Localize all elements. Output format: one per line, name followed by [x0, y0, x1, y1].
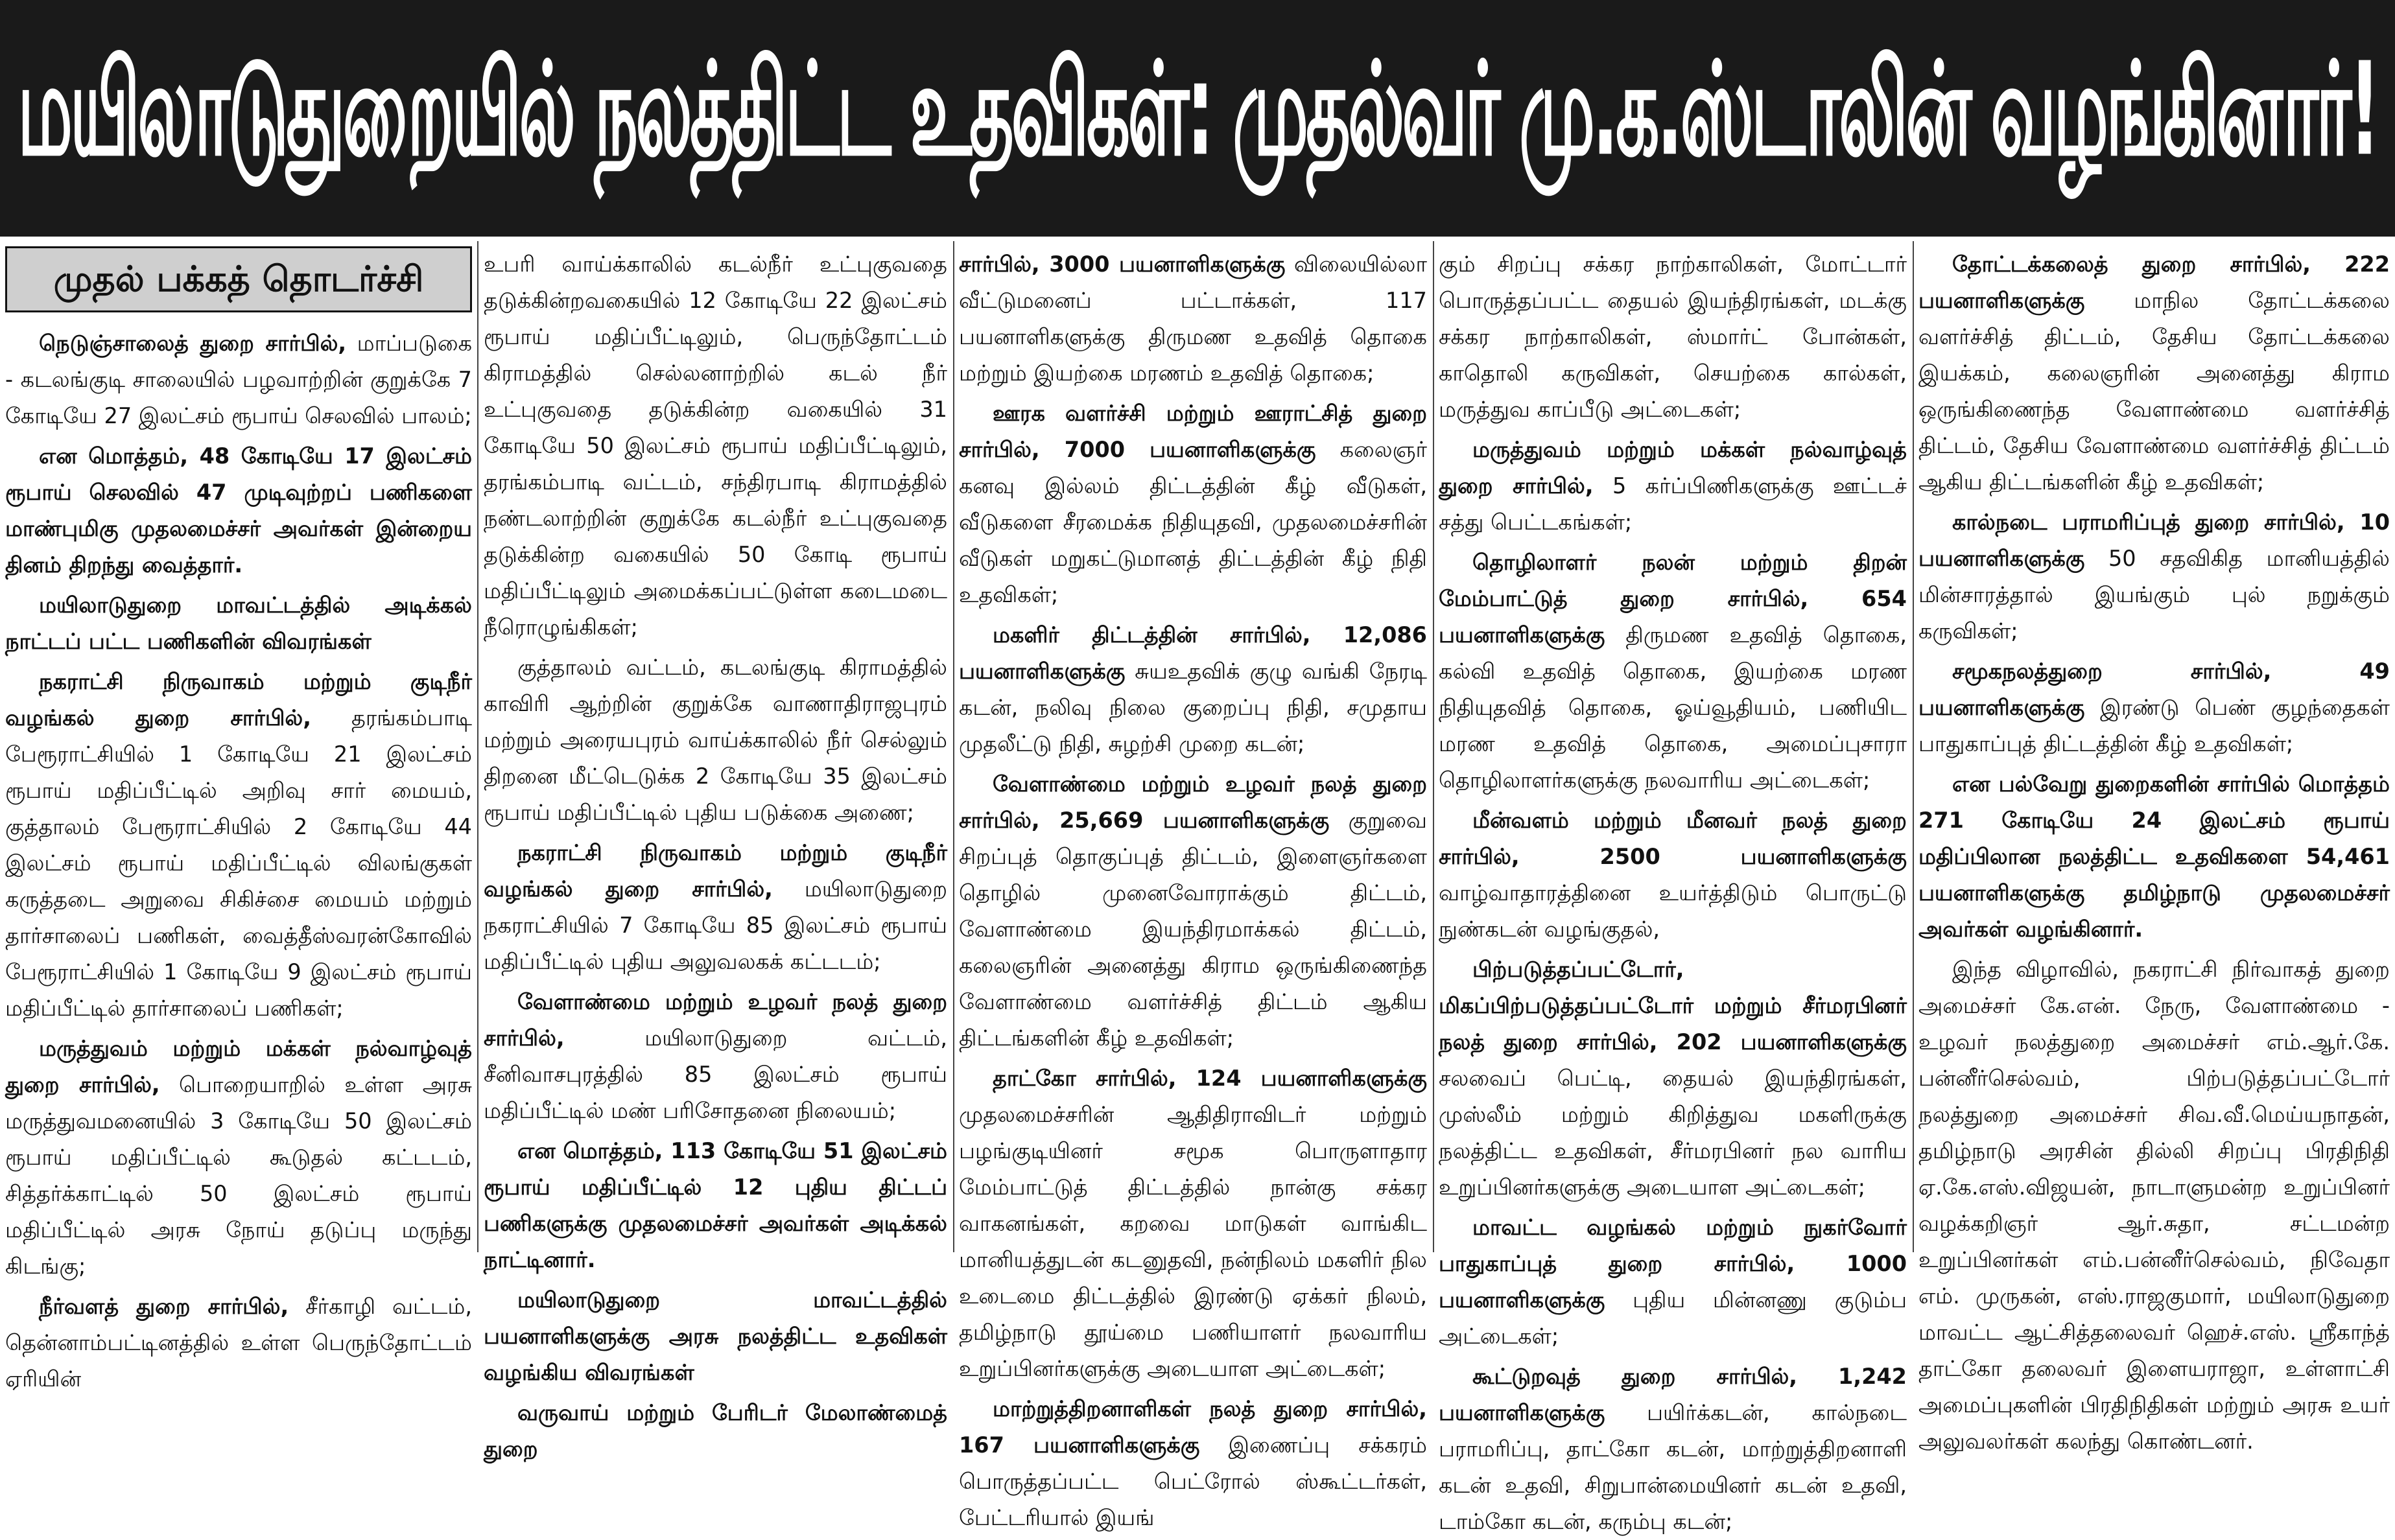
article-column-3: [959, 246, 1428, 1530]
bold-lead: மருத்துவம் மற்றும் மக்கள் நல்வாழ்வுத் துறை சார்பில்,: [1439, 437, 1907, 498]
article-paragraph: [5, 325, 472, 434]
bold-lead: மாற்றுத்திறனாளிகள் நலத் துறை சார்பில், 167 பயனாளிகளுக்கு: [959, 1396, 1427, 1458]
article-paragraph: [1439, 802, 1907, 948]
article-paragraph: [1918, 951, 2390, 1460]
paragraph-text: மயிலாடுதுறை வட்டம், சீனிவாசபுரத்தில் 85 இலட்சம் ரூபாய் மதிப்பீட்டில் மண் பரிசோதனை நிலையம்;: [484, 1025, 947, 1123]
article-paragraph: [484, 1133, 947, 1278]
article-paragraph: [1918, 504, 2390, 649]
article-paragraph: [1918, 246, 2390, 500]
article-paragraph: [959, 395, 1427, 613]
article-paragraph: [1439, 246, 1907, 428]
article-paragraph: [959, 1391, 1427, 1536]
article-paragraph: [1439, 951, 1907, 1206]
article-paragraph: [484, 246, 947, 646]
bold-lead: கூட்டுறவுத் துறை சார்பில், 1,242 பயனாளிகளுக்கு: [1439, 1364, 1907, 1425]
headline-banner: [0, 0, 2395, 237]
paragraph-text: மயிலாடுதுறை நகராட்சியில் 7 கோடியே 85 இலட்சம் ரூபாய் மதிப்பீட்டில் புதிய அலுவலகக் கட்டடம்;: [484, 876, 947, 974]
paragraph-text: 50 சதவிகித மானியத்தில் மின்சாரத்தால் இயங்கும் புல் நறுக்கும் கருவிகள்;: [1918, 546, 2390, 644]
article-paragraph: [1439, 1359, 1907, 1540]
article-column-2: [484, 246, 947, 1462]
paragraph-text: சலவைப் பெட்டி, தையல் இயந்திரங்கள், முஸ்லீம் மற்றும் கிறித்துவ மகளிருக்கு நலத்திட்ட உதவிகள், சீர்மரபினர் நல வாரிய உறுப்பினர்களுக்கு அடையாள அட்டைகள்;: [1439, 1066, 1907, 1200]
bold-lead: மருத்துவம் மற்றும் மக்கள் நல்வாழ்வுத் துறை சார்பில்,: [5, 1036, 472, 1097]
article-column-1: [5, 246, 473, 1392]
bold-lead: மயிலாடுதுறை மாவட்டத்தில் பயனாளிகளுக்கு அரசு நலத்திட்ட உதவிகள் வழங்கிய விவரங்கள்: [484, 1287, 947, 1385]
article-paragraph: [1439, 544, 1907, 799]
bold-lead: வேளாண்மை மற்றும் உழவர் நலத் துறை சார்பில்,: [484, 989, 947, 1051]
paragraph-text: இரண்டு பெண் குழந்தைகள் பாதுகாப்புத் திட்டத்தின் கீழ் உதவிகள்;: [1918, 695, 2390, 756]
bold-lead: நீர்வளத் துறை சார்பில்,: [39, 1294, 289, 1319]
column-divider: [477, 241, 478, 1252]
paragraph-text: இந்த விழாவில், நகராட்சி நிர்வாகத் துறை அமைச்சர் கே.என். நேரு, வேளாண்மை - உழவர் நலத்துறை அமைச்சர் எம்.ஆர்.கே. பன்னீர்செல்வம், பிற்படுத்தப்பட்டோர் நலத்துறை அமைச்சர் சிவ.வீ.மெய்யநாதன், தமிழ்நாடு அரசின் தில்லி சிறப்பு பிரதிநிதி ஏ.கே.எஸ்.விஜயன், நாடாளுமன்ற உறுப்பினர் வழக்கறிஞர் ஆர்.சுதா, சட்டமன்ற உறுப்பினர்கள் எம்.பன்னீர்செல்வம், நிவேதா எம். முருகன், எஸ்.ராஜகுமார், மயிலாடுதுறை மாவட்ட ஆட்சித்தலைவர் ஹெச்.எஸ். ஸ்ரீகாந்த் தாட்கோ தலைவர் இளையராஜா, உள்ளாட்சி அமைப்புகளின் பிரதிநிதிகள் மற்றும் அரசு உயர் அலுவலர்கள் கலந்து கொண்டனர்.: [1918, 957, 2390, 1454]
column-divider: [1433, 241, 1434, 1252]
paragraph-text: வாழ்வாதாரத்தினை உயர்த்திடும் பொருட்டு நுண்கடன் வழங்குதல்,: [1439, 880, 1907, 942]
article-paragraph: [5, 664, 472, 1027]
bold-lead: பிற்படுத்தப்பட்டோர், மிகப்பிற்படுத்தப்பட்டோர் மற்றும் சீர்மரபினர் நலத் துறை சார்பில், 202 பயனாளிகளுக்கு: [1439, 957, 1907, 1055]
paragraph-text: பயிர்க்கடன், கால்நடை பராமரிப்பு, தாட்கோ கடன், மாற்றுத்திறனாளி கடன் உதவி, சிறுபான்மையினர் கடன் உதவி, டாம்கோ கடன், கரும்பு கடன்;: [1439, 1400, 1907, 1534]
article-paragraph: [484, 649, 947, 831]
article-paragraph: [1918, 653, 2390, 762]
paragraph-text: கலைஞர் கனவு இல்லம் திட்டத்தின் கீழ் வீடுகள், வீடுகளை சீரமைக்க நிதியுதவி, முதலமைச்சரின் வீடுகள் மறுகட்டுமானத் திட்டத்தின் கீழ் நிதி உதவிகள்;: [959, 437, 1428, 607]
paragraph-text: பொறையாறில் உள்ள அரசு மருத்துவமனையில் 3 கோடியே 50 இலட்சம் ரூபாய் மதிப்பீட்டில் கூடுதல் கட்டடம், சித்தர்க்காட்டில் 50 இலட்சம் ரூபாய் மதிப்பீட்டில் அரசு நோய் தடுப்பு மருந்து கிடங்கு;: [5, 1072, 472, 1279]
headline: மயிலாடுதுறையில் நலத்திட்ட உதவிகள்: முதல்வர் மு.க.ஸ்டாலின் வழங்கினார்!: [17, 34, 2378, 185]
column-divider: [953, 241, 954, 1252]
article-paragraph: [484, 835, 947, 980]
paragraph-text: குத்தாலம் வட்டம், கடலங்குடி கிராமத்தில் காவிரி ஆற்றின் குறுக்கே வாணாதிராஜபுரம் மற்றும் அரையபுரம் வாய்க்காலில் நீர் செல்லும் திறனை மீட்டெடுக்க 2 கோடியே 35 இலட்சம் ரூபாய் மதிப்பீட்டில் புதிய படுக்கை அணை;: [484, 655, 947, 825]
bold-lead: ஊரக வளர்ச்சி மற்றும் ஊராட்சித் துறை சார்பில், 7000 பயனாளிகளுக்கு: [959, 401, 1427, 462]
article-paragraph: [484, 1282, 947, 1391]
column-divider: [1913, 241, 1914, 1252]
bold-lead: நகராட்சி நிருவாகம் மற்றும் குடிநீர் வழங்கல் துறை சார்பில்,: [484, 840, 947, 902]
paragraph-text: குறுவை சிறப்புத் தொகுப்புத் திட்டம், இளைஞர்களை தொழில் முனைவோராக்கும் திட்டம், வேளாண்மை இயந்திரமாக்கல் திட்டம், கலைஞரின் அனைத்து கிராம ஒருங்கிணைந்த வேளாண்மை வளர்ச்சித் திட்டம் ஆகிய திட்டங்களின் கீழ் உதவிகள்;: [959, 808, 1427, 1051]
article-paragraph: [484, 984, 947, 1129]
article-column-5: [1918, 246, 2390, 1454]
bold-lead: நகராட்சி நிருவாகம் மற்றும் குடிநீர் வழங்கல் துறை சார்பில்,: [5, 669, 472, 730]
paragraph-text: தரங்கம்பாடி பேரூராட்சியில் 1 கோடியே 21 இலட்சம் ரூபாய் மதிப்பீட்டில் அறிவு சார் மையம், குத்தாலம் பேரூராட்சியில் 2 கோடியே 44 இலட்சம் ரூபாய் மதிப்பீட்டில் விலங்குகள் கருத்தடை அறுவை சிகிச்சை மையம் மற்றும் தார்சாலைப் பணிகள், வைத்தீஸ்வரன்கோவில் பேரூராட்சியில் 1 கோடியே 9 இலட்சம் ரூபாய் மதிப்பீட்டில் தார்சாலைப் பணிகள்;: [5, 705, 472, 1021]
article-paragraph: [959, 766, 1427, 1056]
bold-lead: கால்நடை பராமரிப்புத் துறை சார்பில், 10 பயனாளிகளுக்கு: [1918, 509, 2390, 571]
bold-lead: என மொத்தம், 48 கோடியே 17 இலட்சம் ரூபாய் செலவில் 47 முடிவுற்றப் பணிகளை மாண்புமிகு முதலமைச்சர் அவர்கள் இன்றைய தினம் திறந்து வைத்தார்.: [5, 443, 472, 578]
paragraph-text: திருமண உதவித் தொகை, கல்வி உதவித் தொகை, இயற்கை மரண நிதியுதவித் தொகை, ஓய்வூதியம், பணியிட மரண உதவித் தொகை, அமைப்புசாரா தொழிலாளர்களுக்கு நலவாரிய அட்டைகள்;: [1439, 622, 1907, 793]
continued-label: முதல் பக்கத் தொடர்ச்சி: [5, 246, 472, 312]
paragraph-text: மாநில தோட்டக்கலை வளர்ச்சித் திட்டம், தேசிய தோட்டக்கலை இயக்கம், கலைஞரின் அனைத்து கிராம ஒருங்கிணைந்த வேளாண்மை வளர்ச்சித் திட்டம், தேசிய வேளாண்மை வளர்ச்சித் திட்டம் ஆகிய திட்டங்களின் கீழ் உதவிகள்;: [1918, 288, 2390, 495]
bold-lead: மாவட்ட வழங்கல் மற்றும் நுகர்வோர் பாதுகாப்புத் துறை சார்பில், 1000 பயனாளிகளுக்கு: [1439, 1215, 1907, 1312]
paragraph-text: முதலமைச்சரின் ஆதிதிராவிடர் மற்றும் பழங்குடியினர் சமூக பொருளாதார மேம்பாட்டுத் திட்டத்தில் நான்கு சக்கர வாகனங்கள், கறவை மாடுகள் வாங்கிட மானியத்துடன் கடனுதவி, நன்நிலம் மகளிர் நில உடைமை திட்டத்தில் இரண்டு ஏக்கர் நிலம், தமிழ்நாடு தூய்மை பணியாளர் நலவாரிய உறுப்பினர்களுக்கு அடையாள அட்டைகள்;: [959, 1102, 1427, 1381]
bold-lead: வேளாண்மை மற்றும் உழவர் நலத் துறை சார்பில், 25,669 பயனாளிகளுக்கு: [959, 771, 1427, 833]
paragraph-text: சுயஉதவிக் குழு வங்கி நேரடி கடன், நலிவு நிலை குறைப்பு நிதி, சமுதாய முதலீட்டு நிதி, சுழற்சி முறை கடன்;: [959, 659, 1427, 756]
article-paragraph: [1918, 766, 2390, 948]
bold-lead: நெடுஞ்சாலைத் துறை சார்பில்,: [39, 331, 347, 356]
article-paragraph: [5, 587, 472, 660]
bold-lead: மீன்வளம் மற்றும் மீனவர் நலத் துறை சார்பில், 2500 பயனாளிகளுக்கு: [1439, 808, 1907, 869]
paragraph-text: உபரி வாய்க்காலில் கடல்நீர் உட்புகுவதை தடுக்கின்றவகையில் 12 கோடியே 22 இலட்சம் ரூபாய் மதிப்பீட்டிலும், பெருந்தோட்டம் கிராமத்தில் செல்லனாற்றில் கடல் நீர் உட்புகுவதை தடுக்கின்ற வகையில் 31 கோடியே 50 இலட்சம் ரூபாய் மதிப்பீட்டிலும், தரங்கம்பாடி வட்டம், சந்திரபாடி கிராமத்தில் நண்டலாற்றின் குறுக்கே கடல்நீர் உட்புகுவதை தடுக்கின்ற வகையில் 50 கோடி ரூபாய் மதிப்பீட்டிலும் அமைக்கப்பட்டுள்ள கடைமடை நீரொழுங்கிகள்;: [484, 251, 947, 640]
bold-lead: தோட்டக்கலைத் துறை சார்பில், 222 பயனாளிகளுக்கு: [1918, 251, 2390, 313]
article-paragraph: [484, 1395, 947, 1467]
bold-lead: தாட்கோ சார்பில், 124 பயனாளிகளுக்கு: [993, 1066, 1427, 1091]
paragraph-text: மாப்படுகை - கடலங்குடி சாலையில் பழவாற்றின் குறுக்கே 7 கோடியே 27 இலட்சம் ரூபாய் செலவில் பாலம்;: [5, 331, 473, 428]
bold-lead: தொழிலாளர் நலன் மற்றும் திறன் மேம்பாட்டுத் துறை சார்பில், 654 பயனாளிகளுக்கு: [1439, 550, 1907, 648]
article-paragraph: [959, 1060, 1427, 1387]
bold-lead: சமூகநலத்துறை சார்பில், 49 பயனாளிகளுக்கு: [1918, 659, 2390, 720]
bold-lead: சார்பில், 3000 பயனாளிகளுக்கு: [959, 251, 1286, 277]
bold-lead: என பல்வேறு துறைகளின் சார்பில் மொத்தம் 271 கோடியே 24 இலட்சம் ரூபாய் மதிப்பிலான நலத்திட்ட உதவிகளை 54,461 பயனாளிகளுக்கு தமிழ்நாடு முதலமைச்சர் அவர்கள் வழங்கினார்.: [1918, 771, 2390, 942]
article-paragraph: [959, 617, 1427, 762]
paragraph-text: கும் சிறப்பு சக்கர நாற்காலிகள், மோட்டார் பொருத்தப்பட்ட தையல் இயந்திரங்கள், மடக்கு சக்கர நாற்காலிகள், ஸ்மார்ட் போன்கள், காதொலி கருவிகள், செயற்கை கால்கள், மருத்துவ காப்பீடு அட்டைகள்;: [1439, 251, 1907, 422]
bold-lead: வருவாய் மற்றும் பேரிடர் மேலாண்மைத் துறை: [484, 1400, 947, 1462]
article-paragraph: [1439, 1209, 1907, 1355]
article-paragraph: [1439, 432, 1907, 541]
paragraph-text: இணைப்பு சக்கரம் பொருத்தப்பட்ட பெட்ரோல் ஸ்கூட்டர்கள், பேட்டரியால் இயங்: [959, 1432, 1427, 1530]
bold-lead: என மொத்தம், 113 கோடியே 51 இலட்சம் ரூபாய் மதிப்பீட்டில் 12 புதிய திட்டப் பணிகளுக்கு முதலமைச்சர் அவர்கள் அடிக்கல் நாட்டினார்.: [484, 1138, 947, 1272]
paragraph-text: புதிய மின்னணு குடும்ப அட்டைகள்;: [1439, 1287, 1907, 1349]
article-paragraph: [5, 1031, 472, 1285]
article-paragraph: [5, 1289, 472, 1397]
paragraph-text: விலையில்லா வீட்டுமனைப் பட்டாக்கள், 117 பயனாளிகளுக்கு திருமண உதவித் தொகை மற்றும் இயற்கை மரணம் உதவித் தொகை;: [959, 251, 1427, 386]
article-paragraph: [5, 438, 472, 583]
paragraph-text: 5 கர்ப்பிணிகளுக்கு ஊட்டச் சத்து பெட்டகங்கள்;: [1439, 473, 1907, 535]
article-column-4: [1439, 246, 1907, 1534]
bold-lead: மகளிர் திட்டத்தின் சார்பில், 12,086 பயனாளிகளுக்கு: [959, 622, 1427, 684]
bold-lead: மயிலாடுதுறை மாவட்டத்தில் அடிக்கல் நாட்டப் பட்ட பணிகளின் விவரங்கள்: [5, 592, 472, 654]
article-paragraph: [959, 246, 1427, 391]
paragraph-text: சீர்காழி வட்டம், தென்னாம்பட்டினத்தில் உள்ள பெருந்தோட்டம் ஏரியின்: [5, 1294, 472, 1392]
